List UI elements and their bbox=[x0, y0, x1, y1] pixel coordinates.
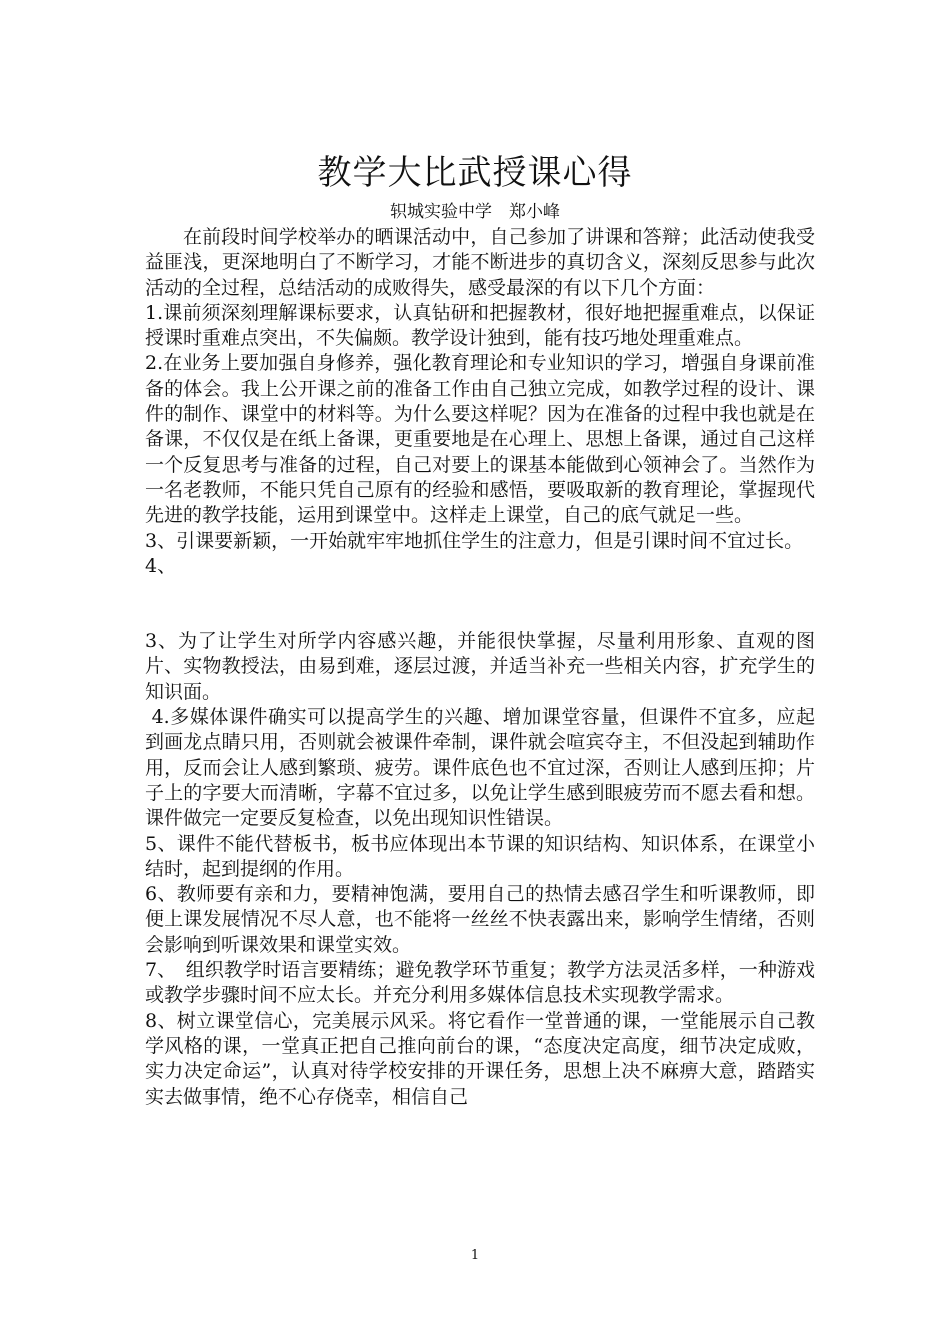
blank-paragraph bbox=[145, 579, 815, 629]
point-paragraph: 2.在业务上要加强自身修养，强化教育理论和专业知识的学习，增强自身课前准备的体会。我上公开课之前的准备工作由自己独立完成，如教学过程的设计、课件的制作、课堂中的材料等。为什么要这样呢？因为在准备的过程中我也就是在备课，不仅仅是在纸上备课，更重要地是在心理上、思想上备课，通过自己这样一个反复思考与准备的过程，自己对要上的课基本能做到心领神会了。当然作为一名老教师，不能只凭自己原有的经验和感悟，要吸取新的教育理论，掌握现代先进的教学技能，运用到课堂中。这样走上课堂，自己的底气就足一些。 bbox=[145, 352, 815, 527]
document-title: 教学大比武授课心得 bbox=[317, 153, 633, 193]
point-paragraph: 8、树立课堂信心，完美展示风采。将它看作一堂普通的课，一堂能展示自己教学风格的课，一堂真正把自己推向前台的课，“态度决定高度，细节决定成败，实力决定命运”，认真对待学校安排的开课任务，思想上决不麻痹大意，踏踏实实去做事情，绝不心存侥幸，相信自己 bbox=[145, 1009, 815, 1108]
point-paragraph: 1.课前须深刻理解课标要求，认真钻研和把握教材，很好地把握重难点，以保证授课时重难点突出，不失偏颇。教学设计独到，能有技巧地处理重难点。 bbox=[145, 301, 815, 350]
point-paragraph: 3、为了让学生对所学内容感兴趣，并能很快掌握，尽量利用形象、直观的图片、实物教授法，由易到难，逐层过渡，并适当补充一些相关内容，扩充学生的知识面。 bbox=[145, 630, 815, 703]
point-paragraph: 6、教师要有亲和力，要精神饱满，要用自己的热情去感召学生和听课教师，即便上课发展情况不尽人意，也不能将一丝丝不快表露出来，影响学生情绪，否则会影响到听课效果和课堂实效。 bbox=[145, 883, 815, 956]
document-body bbox=[145, 225, 815, 1110]
point-paragraph: 7、 组织教学时语言要精练；避免教学环节重复；教学方法灵活多样，一种游戏或教学步骤时间不应太长。并充分利用多媒体信息技术实现教学需求。 bbox=[145, 959, 815, 1007]
point-paragraph: 3、引课要新颖，一开始就牢牢地抓住学生的注意力，但是引课时间不宜过长。 bbox=[145, 529, 804, 552]
point-paragraph: 4、 bbox=[145, 554, 177, 577]
point-paragraph: 5、课件不能代替板书，板书应体现出本节课的知识结构、知识体系，在课堂小结时，起到提纲的作用。 bbox=[145, 832, 815, 880]
author-line: 轵城实验中学 郑小峰 bbox=[390, 202, 560, 222]
page-number: 1 bbox=[470, 1248, 480, 1263]
point-paragraph: 4.多媒体课件确实可以提高学生的兴趣、增加课堂容量，但课件不宜多，应起到画龙点睛只用，否则就会被课件牵制，课件就会喧宾夺主，不但没起到辅助作用，反而会让人感到繁琐、疲劳。课件底色也不宜过深，否则让人感到压抑；片子上的字要大而清晰，字幕不宜过多，以免让学生感到眼疲劳而不愿去看和想。课件做完一定要反复检查，以免出现知识性错误。 bbox=[145, 706, 815, 830]
intro-paragraph: 在前段时间学校举办的晒课活动中，自己参加了讲课和答辩；此活动使我受益匪浅，更深地明白了不断学习，才能不断进步的真切含义，深刻反思参与此次活动的全过程，总结活动的成败得失，感受最深的有以下几个方面： bbox=[145, 226, 815, 299]
